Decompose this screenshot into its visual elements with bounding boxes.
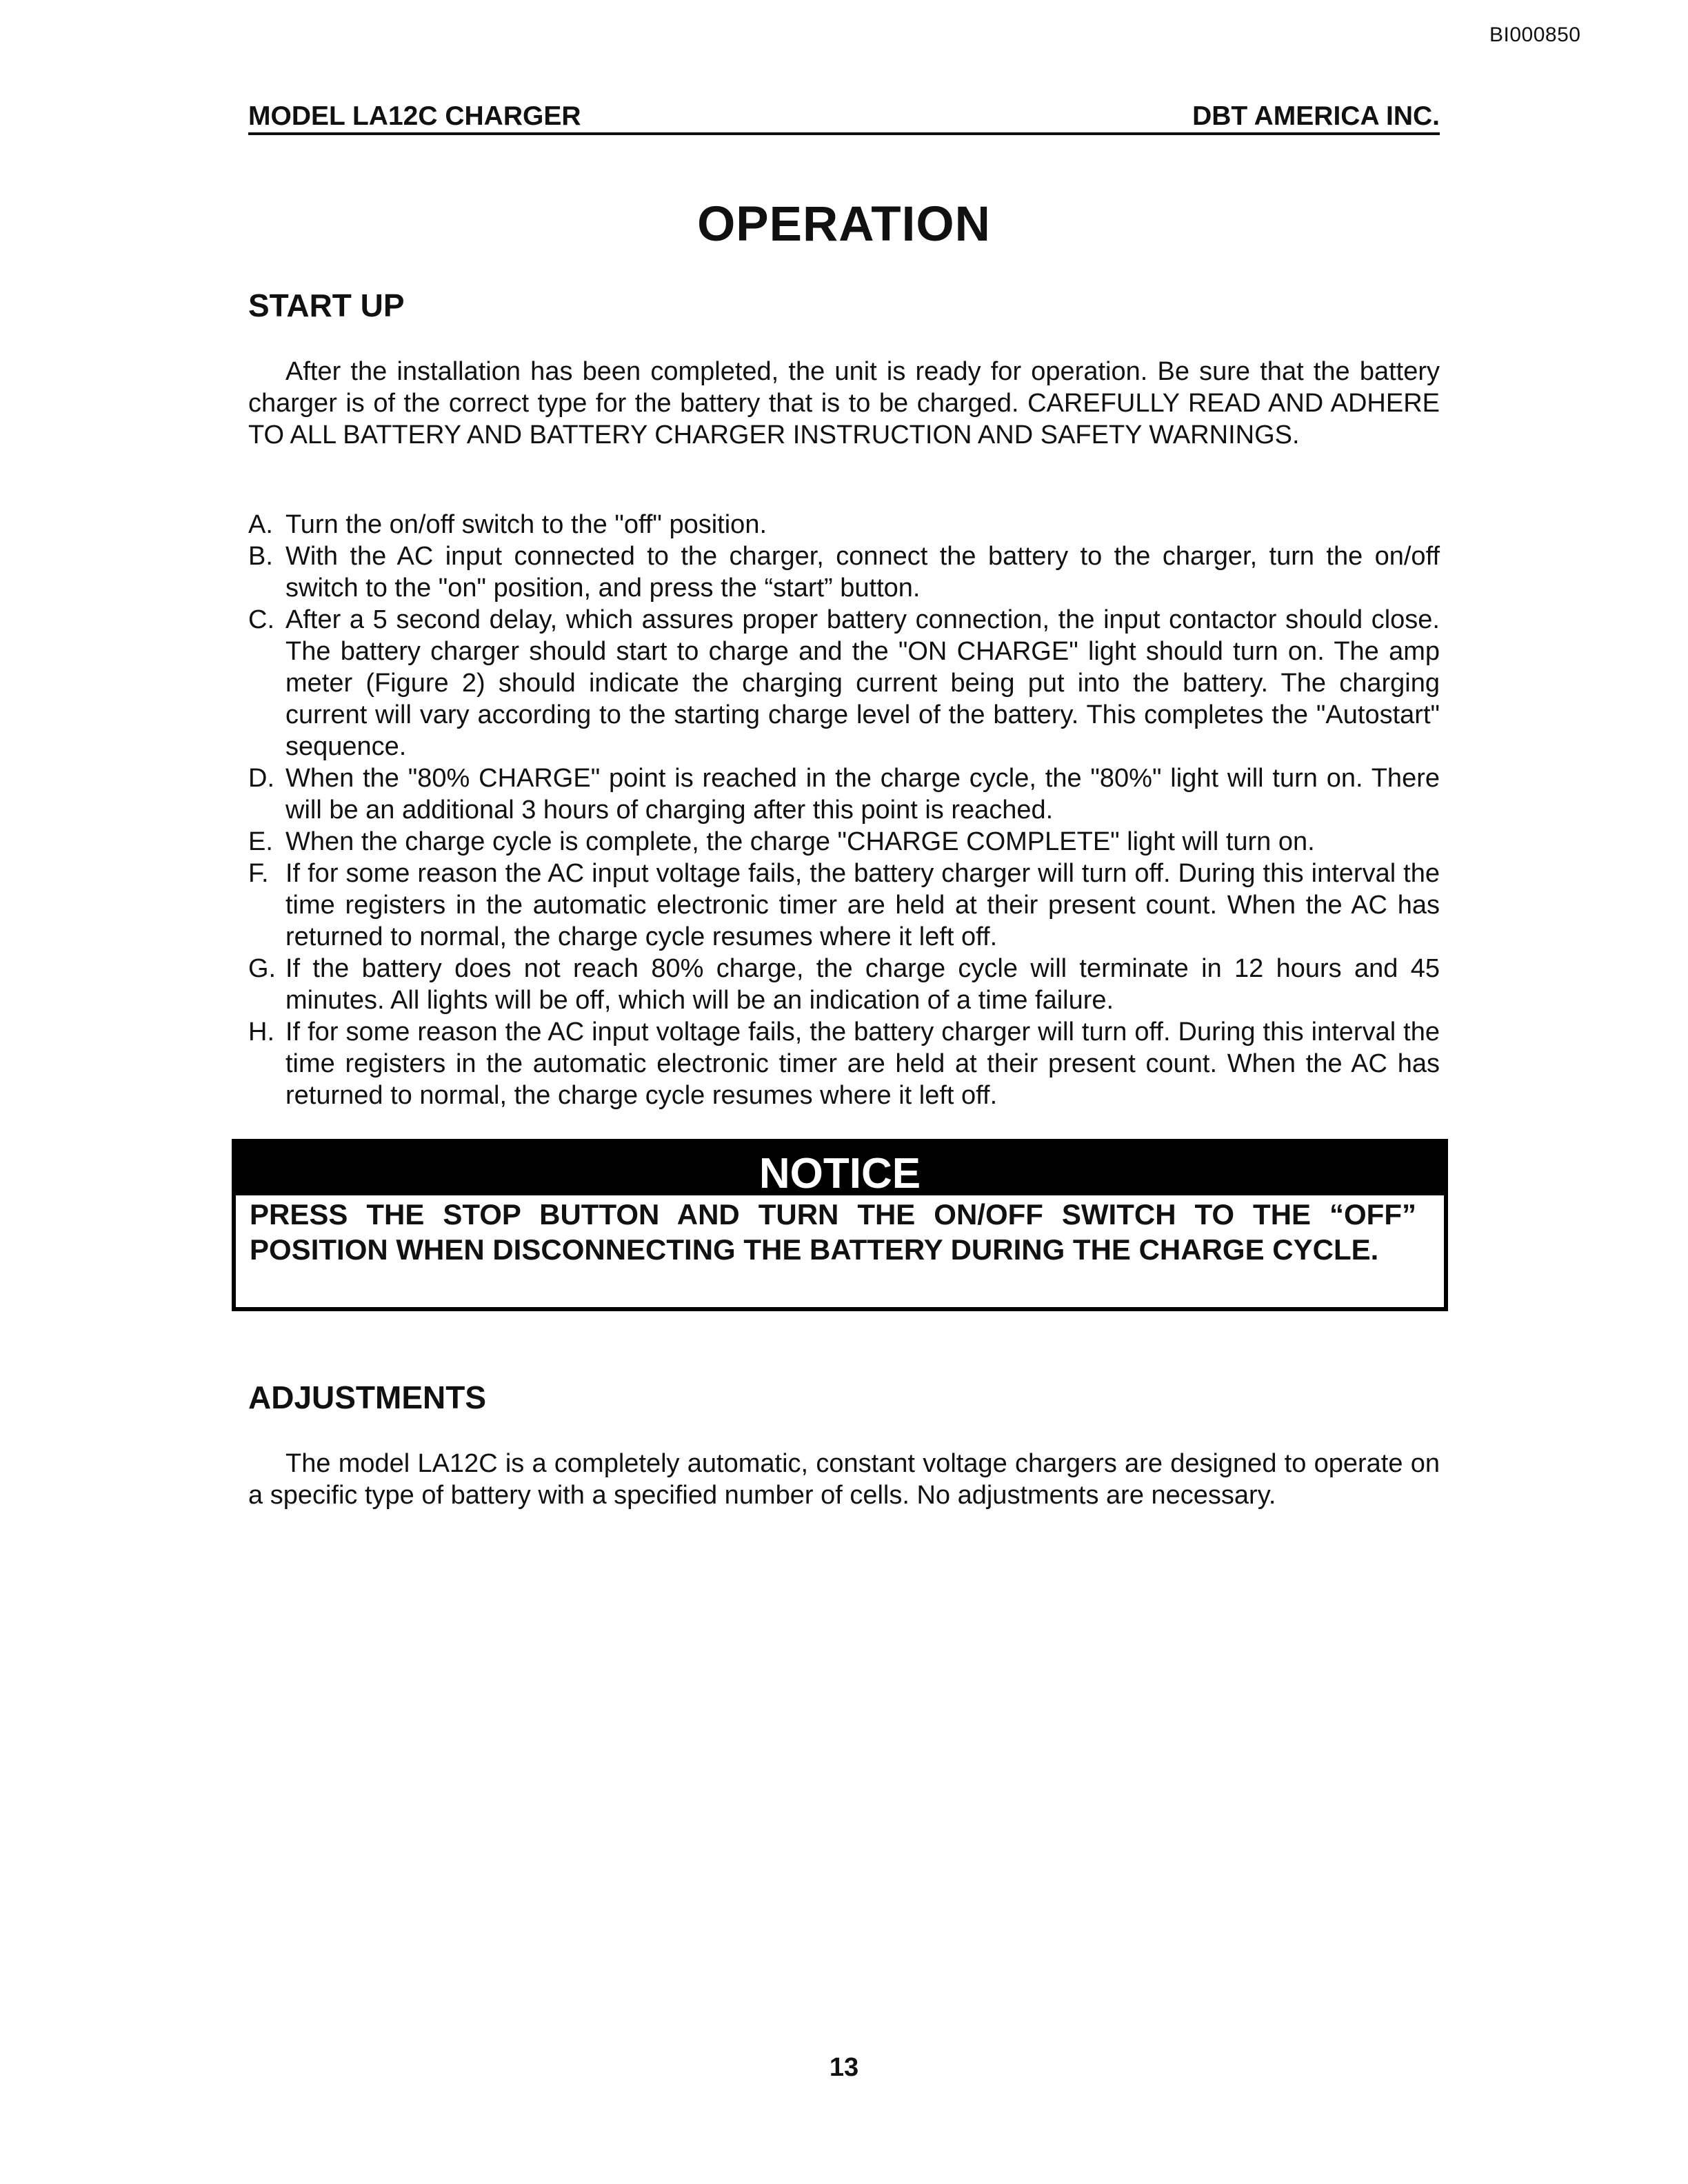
header-model: MODEL LA12C CHARGER [248, 101, 581, 131]
document-id: BI000850 [1489, 23, 1581, 46]
start-up-intro: After the installation has been completed, the unit is ready for operation. Be sure that the battery charger is of the correct type for the battery that is to be charged. CAREFULLY READ AND ADHERE TO ALL BATTERY AND BATTERY CHARGER INSTRUCTION AND SAFETY WARNINGS. [248, 357, 1440, 449]
step-text: If the battery does not reach 80% charge, the charge cycle will terminate in 12 hours and 45 minutes. All lights will be off, which will be an indication of a time failure. [285, 954, 1440, 1015]
step-item [248, 540, 1440, 604]
notice-heading: NOTICE [236, 1143, 1444, 1195]
step-text: With the AC input connected to the charger, connect the battery to the charger, turn the on/off switch to the "on" position, and press the “start” button. [285, 542, 1440, 603]
step-item [248, 762, 1440, 826]
step-item [248, 953, 1440, 1016]
notice-text: PRESS THE STOP BUTTON AND TURN THE ON/OFF SWITCH TO THE “OFF” POSITION WHEN DISCONNECTING THE BATTERY DURING THE CHARGE CYCLE. [250, 1198, 1416, 1266]
step-item [248, 858, 1440, 953]
step-item [248, 509, 1440, 540]
page-number: 13 [829, 2053, 859, 2082]
page-header [248, 98, 1440, 135]
step-text: When the charge cycle is complete, the charge "CHARGE COMPLETE" light will turn on. [285, 827, 1315, 856]
step-item [248, 826, 1440, 858]
adjustments-heading: ADJUSTMENTS [248, 1379, 487, 1415]
step-letter: H. [248, 1018, 274, 1046]
start-up-steps [248, 509, 1440, 1111]
step-text: Turn the on/off switch to the "off" position. [285, 510, 767, 539]
notice-box [232, 1139, 1448, 1311]
step-letter: G. [248, 954, 277, 983]
step-text: After a 5 second delay, which assures proper battery connection, the input contactor should close. The battery charger should start to charge and the "ON CHARGE" light should turn on. The amp meter (Figure 2) should indicate the charging current being put into the battery. The charging current will vary according to the starting charge level of the battery. This completes the "Autostart" sequence. [285, 605, 1440, 761]
step-text: If for some reason the AC input voltage fails, the battery charger will turn off. During this interval the time registers in the automatic electronic timer are held at their present count. When the AC has returned to normal, the charge cycle resumes where it left off. [285, 1018, 1440, 1110]
step-letter: E. [248, 827, 273, 856]
adjustments-text: The model LA12C is a completely automatic, constant voltage chargers are designed to operate on a specific type of battery with a specified number of cells. No adjustments are necessary. [248, 1449, 1440, 1510]
start-up-heading: START UP [248, 287, 405, 323]
step-letter: C. [248, 605, 274, 634]
step-item [248, 604, 1440, 762]
step-letter: F. [248, 859, 269, 888]
step-item [248, 1016, 1440, 1111]
step-letter: A. [248, 510, 273, 539]
step-text: If for some reason the AC input voltage fails, the battery charger will turn off. During this interval the time registers in the automatic electronic timer are held at their present count. When the AC has returned to normal, the charge cycle resumes where it left off. [285, 859, 1440, 951]
step-letter: D. [248, 764, 274, 793]
step-letter: B. [248, 542, 273, 571]
page-title: OPERATION [697, 197, 991, 252]
step-text: When the "80% CHARGE" point is reached in the charge cycle, the "80%" light will turn on. There will be an additional 3 hours of charging after this point is reached. [285, 764, 1440, 825]
header-company: DBT AMERICA INC. [1192, 101, 1440, 131]
